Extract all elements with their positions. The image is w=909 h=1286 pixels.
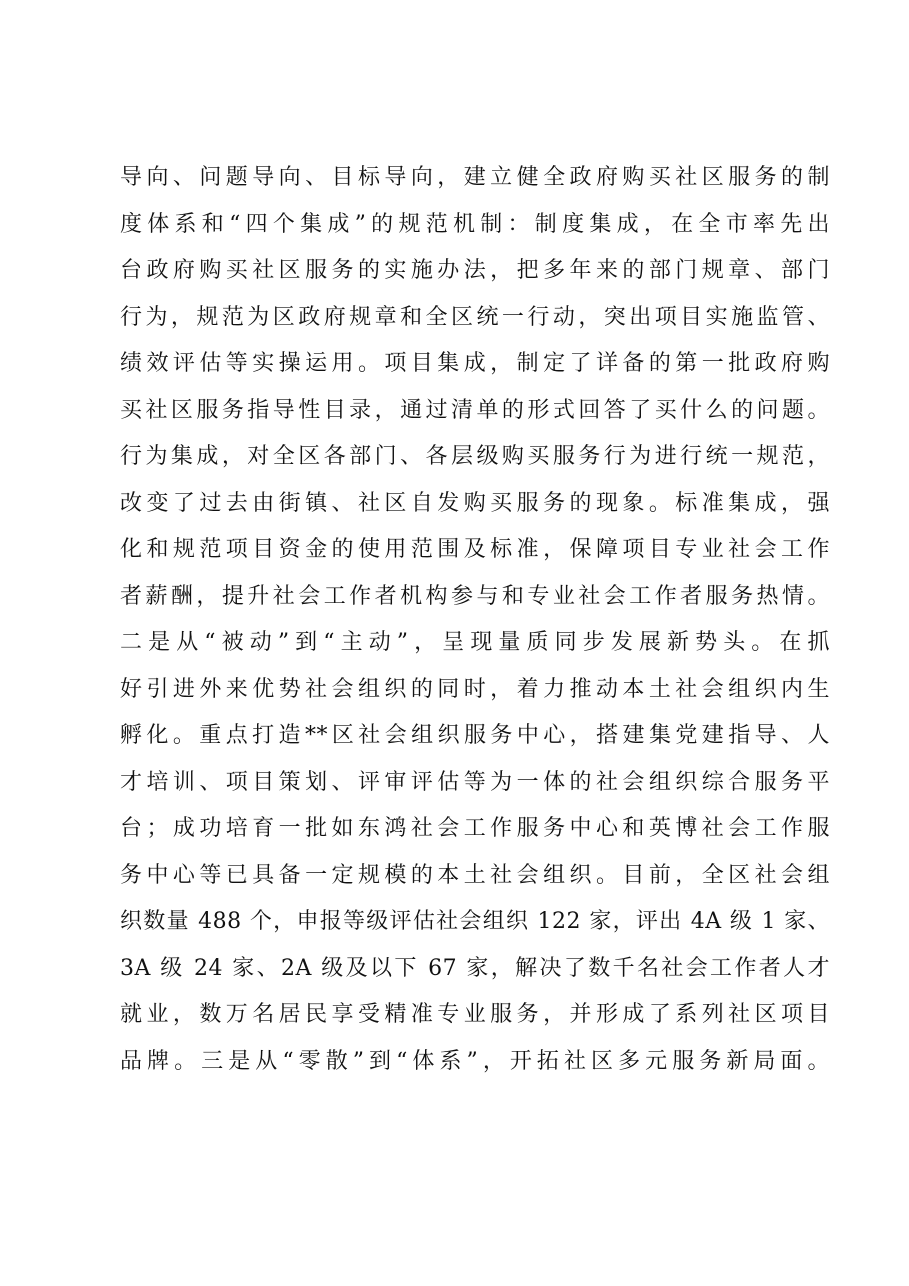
text-line: 台政府购买社区服务的实施办法，把多年来的部门规章、部门 xyxy=(120,258,830,283)
text-line: 二是从“被动”到“主动”，呈现量质同步发展新势头。在抓 xyxy=(120,630,830,655)
text-line: 就业，数万名居民享受精准专业服务，并形成了系列社区项目 xyxy=(120,1002,830,1027)
text-line: 行为集成，对全区各部门、各层级购买服务行为进行统一规范， xyxy=(120,444,830,469)
text-line: 品牌。三是从“零散”到“体系”，开拓社区多元服务新局面。 xyxy=(120,1048,830,1074)
text-line: 买社区服务指导性目录，通过清单的形式回答了买什么的问题。 xyxy=(120,397,830,423)
text-line: 孵化。重点打造**区社会组织服务中心，搭建集党建指导、人 xyxy=(120,723,830,748)
text-line: 绩效评估等实操运用。项目集成，制定了详备的第一批政府购 xyxy=(120,351,830,376)
text-line: 务中心等已具备一定规模的本土社会组织。目前，全区社会组 xyxy=(120,862,830,888)
body-text xyxy=(120,155,830,1085)
text-line: 化和规范项目资金的使用范围及标准，保障项目专业社会工作 xyxy=(120,537,830,562)
text-line: 好引进外来优势社会组织的同时，着力推动本土社会组织内生 xyxy=(120,676,830,702)
text-line: 度体系和“四个集成”的规范机制：制度集成，在全市率先出 xyxy=(120,211,830,237)
text-line: 改变了过去由街镇、社区自发购买服务的现象。标准集成，强 xyxy=(120,490,830,516)
text-line: 导向、问题导向、目标导向，建立健全政府购买社区服务的制 xyxy=(120,165,830,190)
text-line: 行为，规范为区政府规章和全区统一行动，突出项目实施监管、 xyxy=(120,304,830,330)
text-line: 才培训、项目策划、评审评估等为一体的社会组织综合服务平 xyxy=(120,769,830,795)
text-line: 台；成功培育一批如东鸿社会工作服务中心和英博社会工作服 xyxy=(120,816,830,841)
text-line: 者薪酬，提升社会工作者机构参与和专业社会工作者服务热情。 xyxy=(120,583,830,609)
text-line: 织数量 488 个，申报等级评估社会组织 122 家，评出 4A 级 1 家、 xyxy=(120,909,830,934)
text-line: 3A 级 24 家、2A 级及以下 67 家，解决了数千名社会工作者人才 xyxy=(120,955,830,981)
